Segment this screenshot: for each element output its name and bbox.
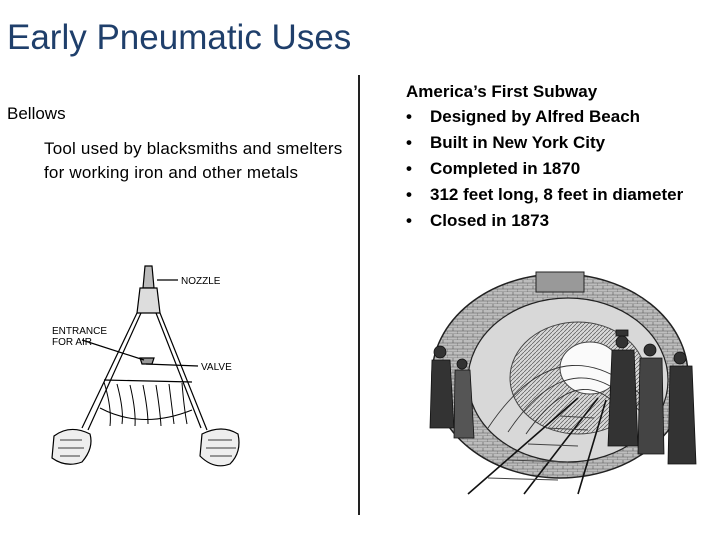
- list-item-text: Designed by Alfred Beach: [430, 107, 641, 126]
- slide-title: Early Pneumatic Uses: [7, 18, 352, 57]
- subway-section: [406, 80, 716, 234]
- list-item: [406, 156, 716, 182]
- list-item: [406, 208, 716, 234]
- list-item-text: Completed in 1870: [430, 159, 581, 178]
- list-item: [406, 104, 716, 130]
- bullet-icon: •: [406, 185, 412, 204]
- column-divider: [358, 75, 360, 515]
- bellows-heading: Bellows: [7, 104, 66, 123]
- bellows-section: [7, 104, 347, 185]
- subway-heading: America’s First Subway: [406, 82, 598, 101]
- subway-facts-list: [406, 104, 716, 234]
- valve-label: VALVE: [201, 362, 232, 373]
- bullet-icon: •: [406, 107, 412, 126]
- nozzle-label: NOZZLE: [181, 276, 221, 287]
- list-item-text: 312 feet long, 8 feet in diameter: [430, 185, 684, 204]
- list-item: [406, 130, 716, 156]
- bullet-icon: •: [406, 211, 412, 230]
- list-item-text: Closed in 1873: [430, 211, 550, 230]
- list-item: [406, 182, 716, 208]
- list-item-text: Built in New York City: [430, 133, 606, 152]
- entrance-label-line1: ENTRANCE: [52, 326, 108, 337]
- bullet-icon: •: [406, 133, 412, 152]
- entrance-label-line2: FOR AIR: [52, 337, 93, 348]
- bellows-diagram: [42, 258, 252, 476]
- bullet-icon: •: [406, 159, 412, 178]
- bellows-description: Tool used by blacksmiths and smelters for working iron and other metals: [44, 139, 343, 182]
- subway-tunnel-illustration: [428, 268, 704, 496]
